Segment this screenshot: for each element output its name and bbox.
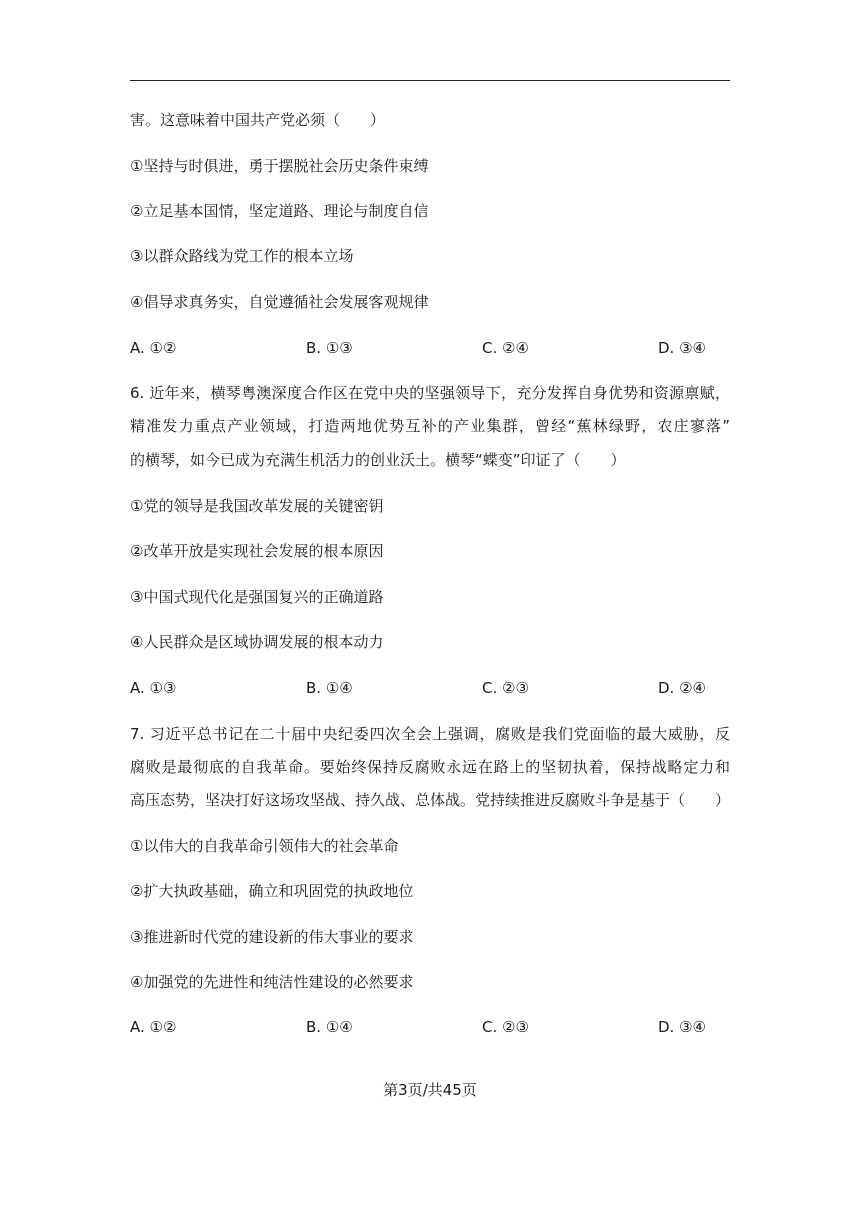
q5-option-d: D. ③④ [658, 339, 706, 357]
q7-stem-line-2: 腐败是最彻底的自我革命。要始终保持反腐败永远在路上的坚韧执着，保持战略定力和 [130, 758, 730, 776]
q6-item-2: ②改革开放是实现社会发展的根本原因 [130, 542, 384, 560]
q5-item-1: ①坚持与时俱进，勇于摆脱社会历史条件束缚 [130, 157, 429, 175]
q6-stem-line-3: 的横琴，如今已成为充满生机活力的创业沃土。横琴“蝶变”印证了（ ） [130, 451, 626, 469]
q7-item-1: ①以伟大的自我革命引领伟大的社会革命 [130, 837, 399, 855]
q7-option-a: A. ①② [130, 1018, 177, 1036]
q7-stem-line-3: 高压态势，坚决打好这场攻坚战、持久战、总体战。党持续推进反腐败斗争是基于（ ） [130, 791, 731, 809]
q6-stem-line-1: 6. 近年来，横琴粤澳深度合作区在党中央的坚强领导下，充分发挥自身优势和资源禀赋， [130, 384, 730, 402]
header-rule [130, 80, 730, 81]
q5-item-4: ④倡导求真务实，自觉遵循社会发展客观规律 [130, 293, 429, 311]
q7-option-c: C. ②③ [482, 1018, 529, 1036]
q6-item-1: ①党的领导是我国改革发展的关键密钥 [130, 497, 384, 515]
q7-option-b: B. ①④ [306, 1018, 353, 1036]
q6-option-d: D. ②④ [658, 679, 706, 697]
q5-option-a: A. ①② [130, 339, 177, 357]
page-number-footer: 第3页/共45页 [383, 1081, 477, 1099]
q7-item-3: ③推进新时代党的建设新的伟大事业的要求 [130, 928, 414, 946]
q6-item-3: ③中国式现代化是强国复兴的正确道路 [130, 588, 384, 606]
q7-option-d: D. ③④ [658, 1018, 706, 1036]
q5-item-3: ③以群众路线为党工作的根本立场 [130, 247, 354, 265]
q7-stem-line-1: 7. 习近平总书记在二十届中央纪委四次全会上强调，腐败是我们党面临的最大威胁，反 [130, 725, 730, 743]
q5-item-2: ②立足基本国情，坚定道路、理论与制度自信 [130, 202, 429, 220]
q6-option-c: C. ②③ [482, 679, 529, 697]
q5-stem-tail: 害。这意味着中国共产党必须（ ） [130, 111, 386, 129]
q6-item-4: ④人民群众是区域协调发展的根本动力 [130, 633, 384, 651]
q6-option-a: A. ①③ [130, 679, 177, 697]
q6-option-b: B. ①④ [306, 679, 353, 697]
q7-item-2: ②扩大执政基础，确立和巩固党的执政地位 [130, 882, 414, 900]
q7-item-4: ④加强党的先进性和纯洁性建设的必然要求 [130, 973, 414, 991]
q5-option-b: B. ①③ [306, 339, 353, 357]
q6-stem-line-2: 精准发力重点产业领域，打造两地优势互补的产业集群，曾经“蕉林绿野，农庄寥落” [130, 417, 730, 435]
q5-option-c: C. ②④ [482, 339, 529, 357]
